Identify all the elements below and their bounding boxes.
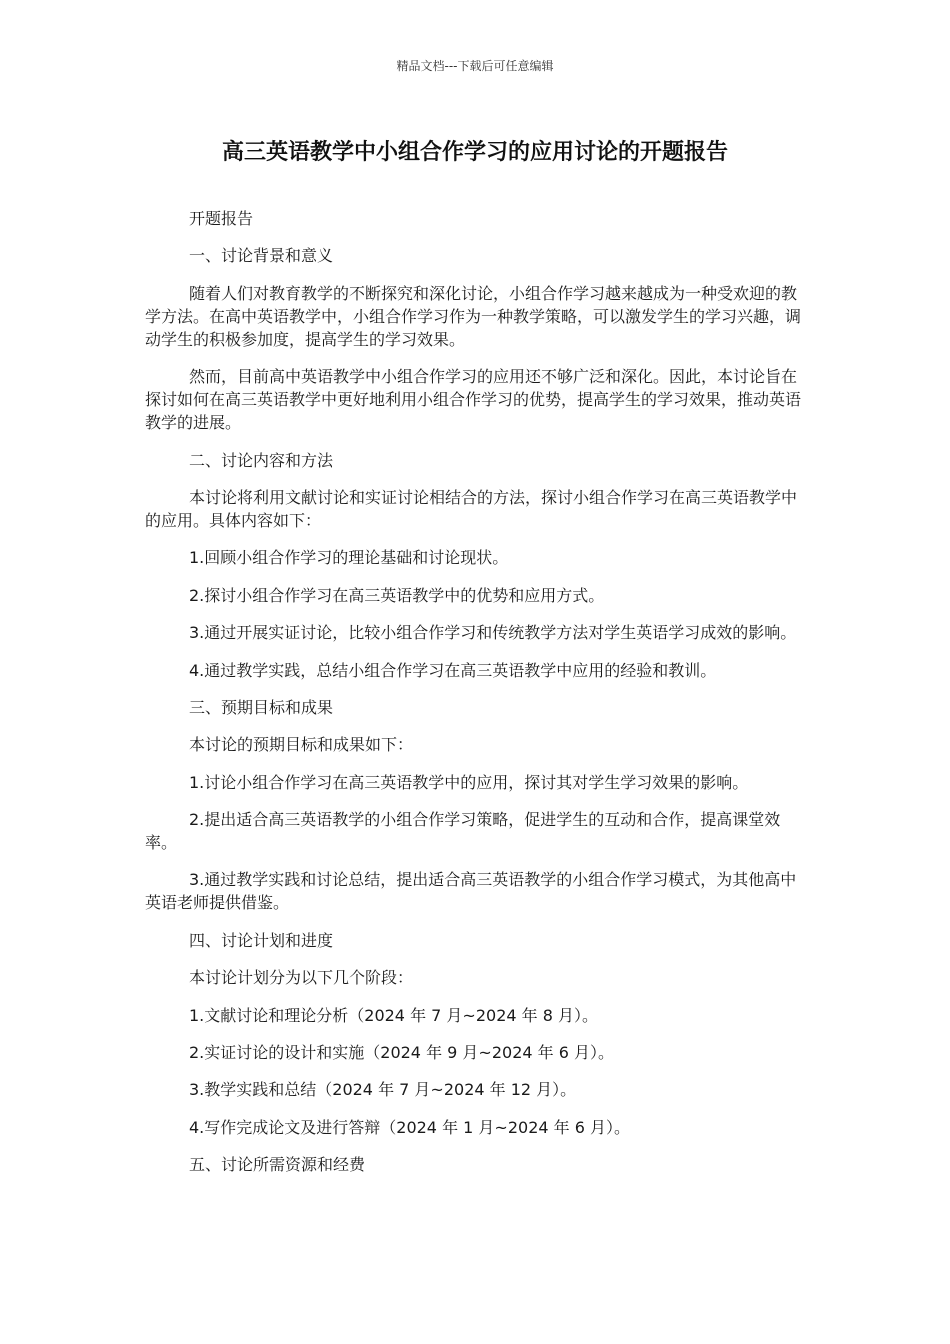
list-item: 2.实证讨论的设计和实施（2024 年 9 月~2024 年 6 月）。	[189, 1043, 614, 1063]
body-paragraph: 随着人们对教育教学的不断探究和深化讨论，小组合作学习越来越成为一种受欢迎的教学方法。在高中英语教学中，小组合作学习作为一种教学策略，可以激发学生的学习兴趣，调动学生的积极参加度，提高学生的学习效果。	[145, 283, 802, 349]
document-body	[145, 207, 805, 1191]
list-item: 1.回顾小组合作学习的理论基础和讨论现状。	[189, 548, 509, 568]
list-item: 3.教学实践和总结（2024 年 7 月~2024 年 12 月）。	[189, 1080, 577, 1100]
section-heading: 一、讨论背景和意义	[189, 246, 334, 266]
list-item: 4.通过教学实践，总结小组合作学习在高三英语教学中应用的经验和教训。	[189, 660, 717, 680]
body-paragraph: 然而，目前高中英语教学中小组合作学习的应用还不够广泛和深化。因此，本讨论旨在探讨如何在高三英语教学中更好地利用小组合作学习的优势，提高学生的学习效果，推动英语教学的进展。	[145, 367, 802, 433]
list-item: 1.讨论小组合作学习在高三英语教学中的应用，探讨其对学生学习效果的影响。	[189, 772, 749, 792]
page-header: 精品文档---下载后可任意编辑	[396, 59, 554, 73]
list-item: 1.文献讨论和理论分析（2024 年 7 月~2024 年 8 月）。	[189, 1005, 598, 1025]
section-heading: 二、讨论内容和方法	[189, 450, 334, 470]
section-heading: 四、讨论计划和进度	[189, 930, 334, 950]
section-label: 开题报告	[189, 209, 254, 228]
list-item: 2.提出适合高三英语教学的小组合作学习策略，促进学生的互动和合作，提高课堂效率。	[145, 810, 781, 853]
list-item: 3.通过开展实证讨论，比较小组合作学习和传统教学方法对学生英语学习成效的影响。	[189, 623, 797, 643]
section-heading: 五、讨论所需资源和经费	[189, 1155, 366, 1175]
list-item: 3.通过教学实践和讨论总结，提出适合高三英语教学的小组合作学习模式，为其他高中英语老师提供借鉴。	[145, 870, 797, 913]
body-paragraph: 本讨论的预期目标和成果如下：	[189, 735, 414, 755]
list-item: 2.探讨小组合作学习在高三英语教学中的优势和应用方式。	[189, 585, 605, 605]
body-paragraph: 本讨论计划分为以下几个阶段：	[189, 968, 414, 988]
section-heading: 三、预期目标和成果	[189, 697, 334, 717]
list-item: 4.写作完成论文及进行答辩（2024 年 1 月~2024 年 6 月）。	[189, 1117, 630, 1137]
document-title: 高三英语教学中小组合作学习的应用讨论的开题报告	[221, 140, 728, 165]
body-paragraph: 本讨论将利用文献讨论和实证讨论相结合的方法，探讨小组合作学习在高三英语教学中的应用。具体内容如下：	[145, 487, 798, 530]
